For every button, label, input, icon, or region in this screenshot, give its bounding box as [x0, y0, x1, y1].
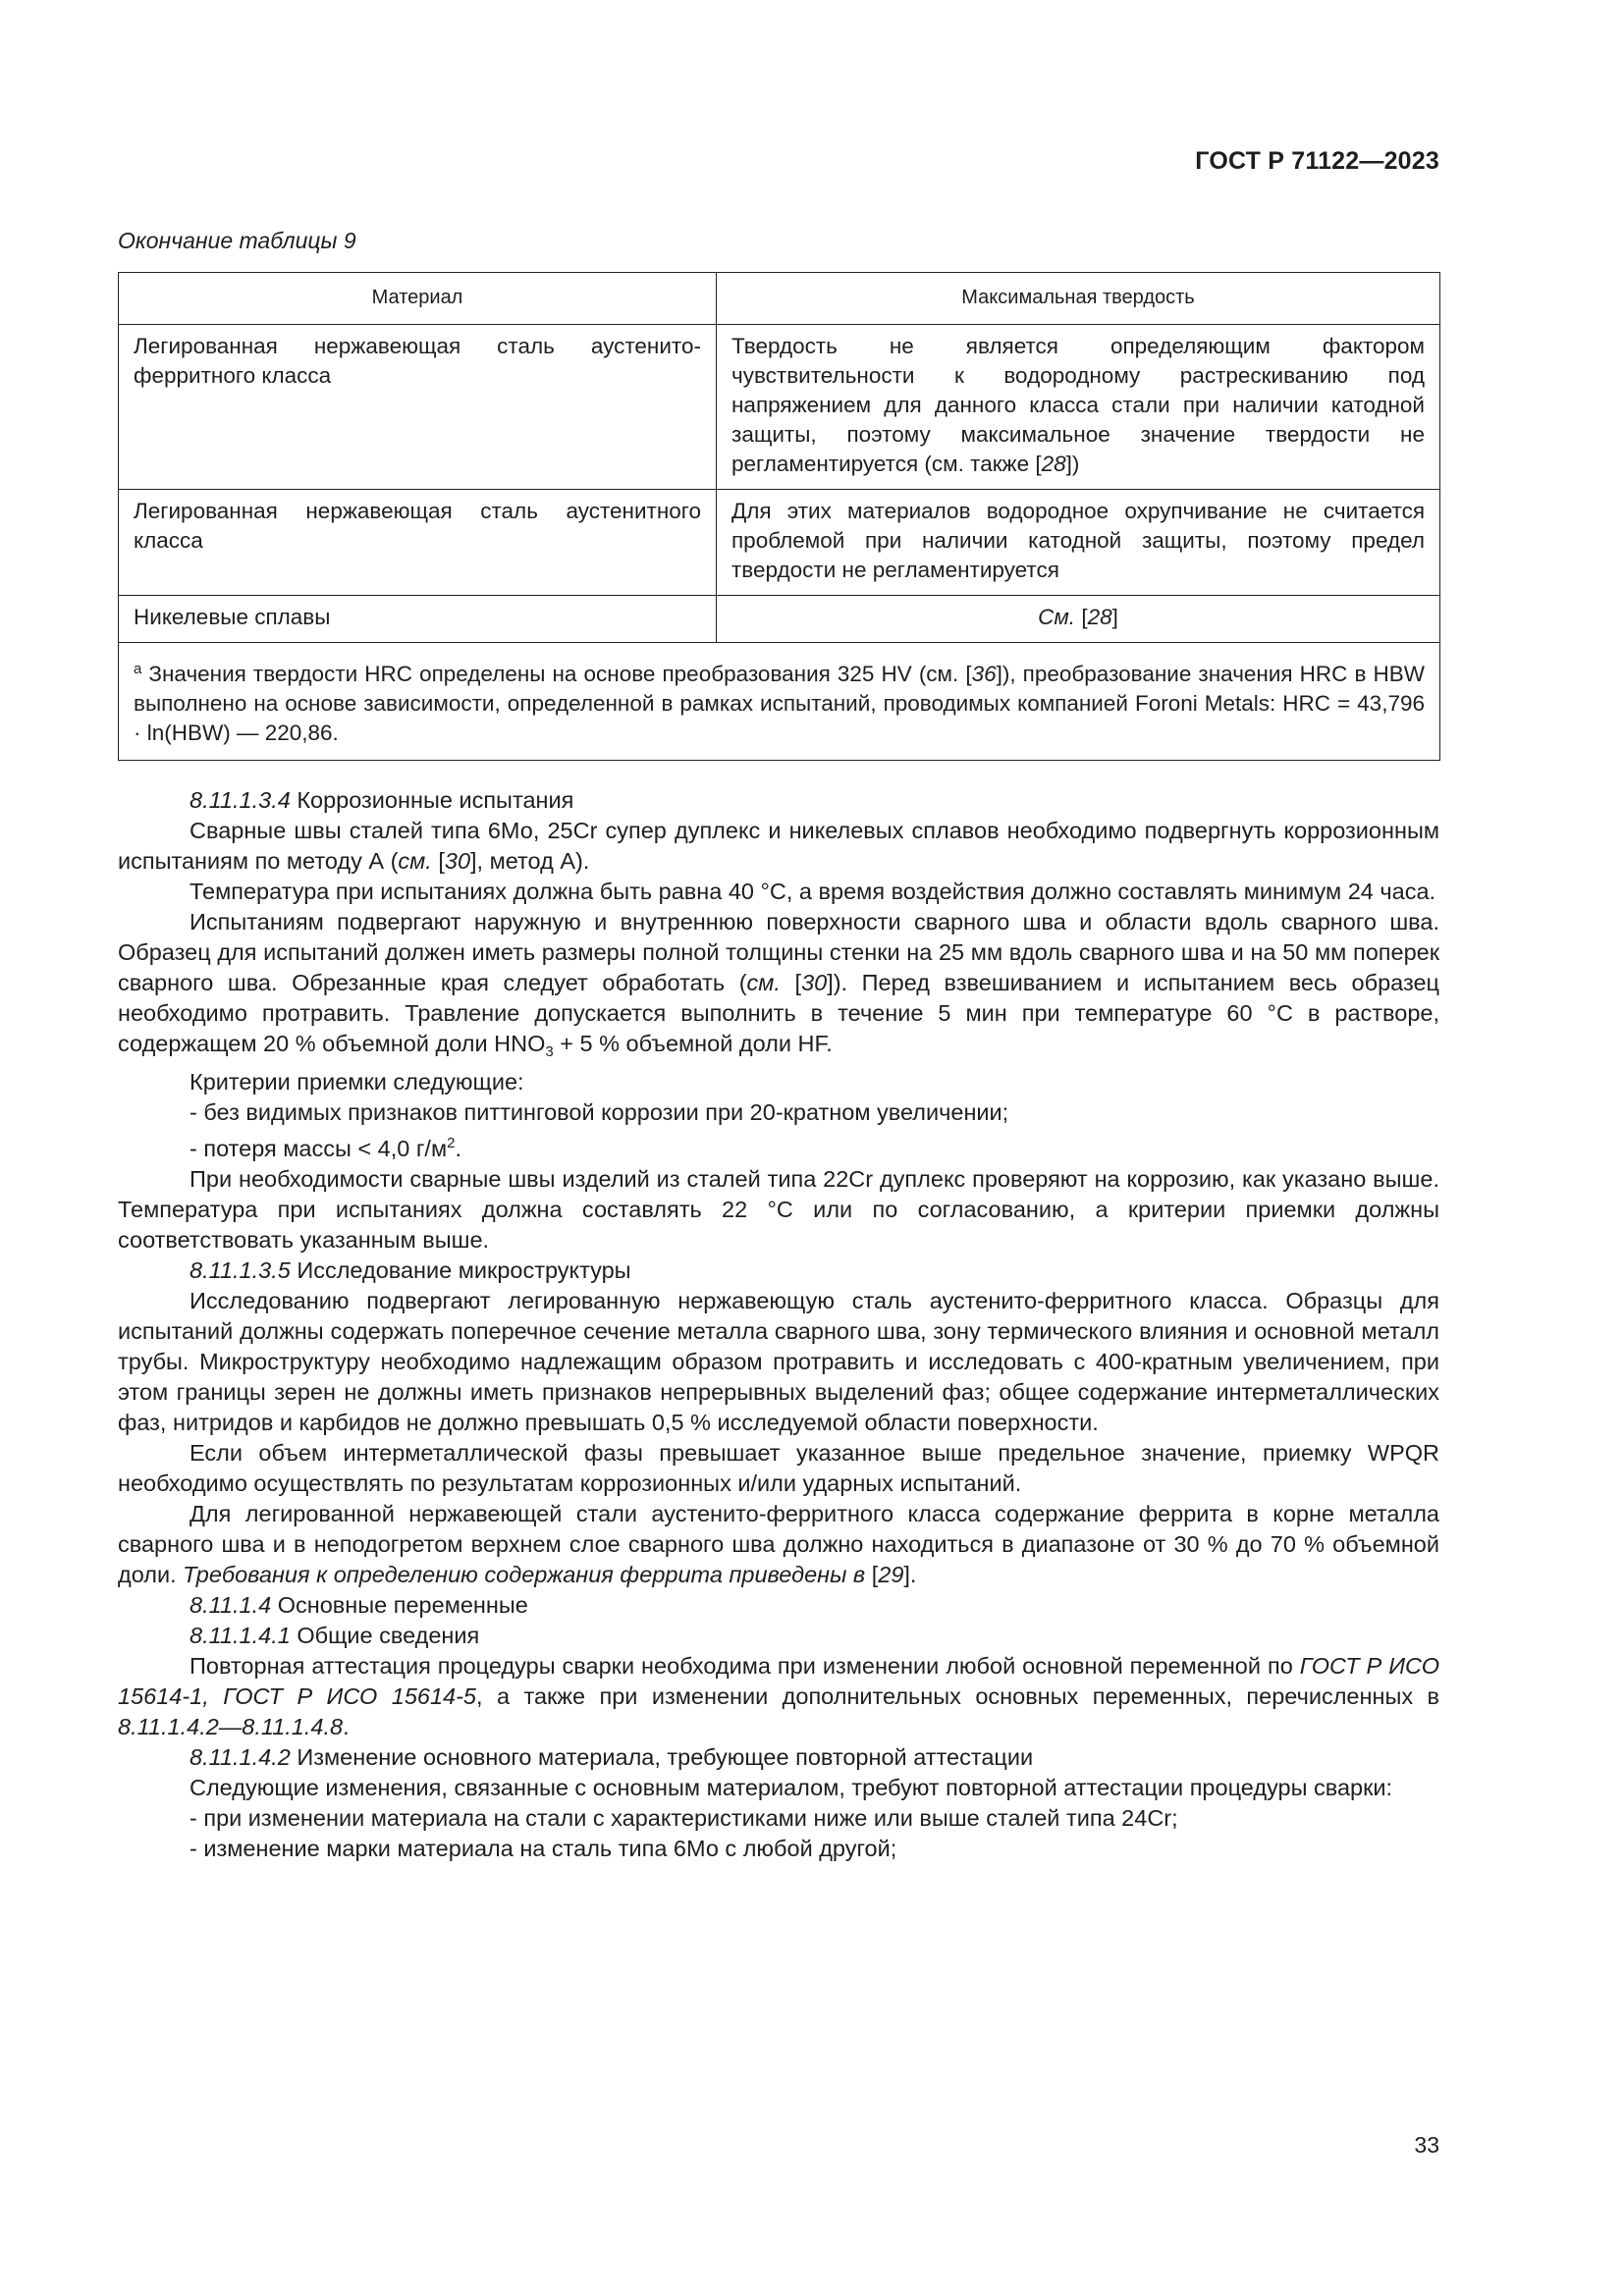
- reference-link: 36: [971, 662, 997, 686]
- hardness-table: [118, 272, 1440, 761]
- list-item: - изменение марки материала на сталь типа 6Мо с любой другой;: [189, 1836, 897, 1861]
- reference-link: 28: [1087, 605, 1112, 629]
- table-row: [119, 596, 1440, 643]
- material-cell: Никелевые сплавы: [119, 596, 717, 643]
- reference-link: 28: [1041, 452, 1066, 476]
- paragraph: Для легированной нержавеющей стали аустенито-ферритного класса содержание феррита в корне металла сварного шва и в неподогретом верхнем слое сварного шва должно находиться в диапазоне от 30 % до 70 % объемной доли. Требования к определению содержания феррита приведены в [29].: [118, 1501, 1439, 1587]
- body-text: [118, 785, 1439, 1864]
- section-heading: 8.11.1.4 Основные переменные: [189, 1592, 528, 1618]
- footnote-mark: а: [134, 661, 142, 677]
- list-item: - при изменении материала на стали с характеристиками ниже или выше сталей типа 24Cr;: [189, 1805, 1178, 1831]
- section-heading: 8.11.1.4.2 Изменение основного материала, требующее повторной аттестации: [189, 1744, 1034, 1770]
- table-caption: Окончание таблицы 9: [118, 228, 356, 253]
- table-row: [119, 490, 1440, 596]
- column-header-hardness: Максимальная твердость: [717, 273, 1440, 325]
- material-cell: Легированная нержавеющая сталь аустенитного класса: [119, 490, 717, 596]
- hardness-cell: Для этих материалов водородное охрупчивание не считается проблемой при наличии катодной защиты, поэтому предел твердости не регламентируется: [717, 490, 1440, 596]
- standard-designation: ГОСТ Р 71122—2023: [1195, 147, 1439, 175]
- paragraph: Критерии приемки следующие:: [189, 1069, 524, 1095]
- column-header-material: Материал: [119, 273, 717, 325]
- hardness-cell: Твердость не является определяющим фактором чувствительности к водородному растрескиванию под напряжением для данного класса стали при наличии катодной защиты, поэтому максимальное значение твердости не регламентируется (см. также [28]): [717, 325, 1440, 490]
- paragraph: Повторная аттестация процедуры сварки необходима при изменении любой основной переменной по ГОСТ Р ИСО 15614-1, ГОСТ Р ИСО 15614-5, а также при изменении дополнительных основных переменных, перечисленных в 8.11.1.4.2—8.11.1.4.8.: [118, 1653, 1439, 1739]
- paragraph: Сварные швы сталей типа 6Мо, 25Cr супер дуплекс и никелевых сплавов необходимо подвергнуть коррозионным испытаниям по методу А (см. [30], метод А).: [118, 818, 1439, 874]
- section-heading: 8.11.1.3.4 Коррозионные испытания: [189, 787, 574, 813]
- hardness-cell: См. [28]: [717, 596, 1440, 643]
- paragraph: При необходимости сварные швы изделий из сталей типа 22Cr дуплекс проверяют на коррозию, как указано выше. Температура при испытаниях должна составлять 22 °С или по согласованию, а критерии приемки должны соответствовать указанным выше.: [118, 1166, 1439, 1253]
- paragraph: Испытаниям подвергают наружную и внутреннюю поверхности сварного шва и области вдоль сварного шва. Образец для испытаний должен иметь размеры полной толщины стенки на 25 мм вдоль сварного шва и на 50 мм поперек сварного шва. Обрезанные края следует обработать (см. [30]). Перед взвешиванием и испытанием весь образец необходимо протравить. Травление допускается выполнить в течение 5 мин при температуре 60 °С в растворе, содержащем 20 % объемной доли $HNO_3 + 5$ % объемной доли HF.: [118, 909, 1439, 1060]
- section-heading: 8.11.1.4.1 Общие сведения: [189, 1623, 480, 1648]
- table-header-row: [119, 273, 1440, 325]
- paragraph: Температура при испытаниях должна быть равна 40 °С, а время воздействия должно составлять минимум 24 часа.: [189, 879, 1436, 904]
- list-item: - без видимых признаков питтинговой коррозии при 20-кратном увеличении;: [189, 1099, 1009, 1125]
- paragraph: Если объем интерметаллической фазы превышает указанное выше предельное значение, приемку WPQR необходимо осуществлять по результатам коррозионных и/или ударных испытаний.: [118, 1440, 1439, 1496]
- table-footnote: $^а$ Значения твердости HRC определены на основе преобразования 325 HV (см. [36]), преобразование значения HRC в HBW выполнено на основе зависимости, определенной в рамках испытаний, проводимых компанией Foroni Metals: HRC = 43,796 · ln(HBW) — 220,86.: [119, 643, 1440, 761]
- paragraph: Следующие изменения, связанные с основным материалом, требуют повторной аттестации процедуры сварки:: [189, 1775, 1393, 1800]
- section-heading: 8.11.1.3.5 Исследование микроструктуры: [189, 1257, 631, 1283]
- page-number: 33: [1414, 2132, 1439, 2158]
- material-cell: Легированная нержавеющая сталь аустенито-ферритного класса: [119, 325, 717, 490]
- table-row: [119, 325, 1440, 490]
- paragraph: Исследованию подвергают легированную нержавеющую сталь аустенито-ферритного класса. Образцы для испытаний должны содержать поперечное сечение металла сварного шва, зону термического влияния и основной металл трубы. Микроструктуру необходимо надлежащим образом протравить и исследовать с 400-кратным увеличением, при этом границы зерен не должны иметь признаков непрерывных выделений фаз; общее содержание интерметаллических фаз, нитридов и карбидов не должно превышать 0,5 % исследуемой области поверхности.: [118, 1288, 1439, 1435]
- list-item: - потеря массы < 4,0 $г/м^2$.: [189, 1135, 461, 1161]
- table-footnote-row: [119, 643, 1440, 761]
